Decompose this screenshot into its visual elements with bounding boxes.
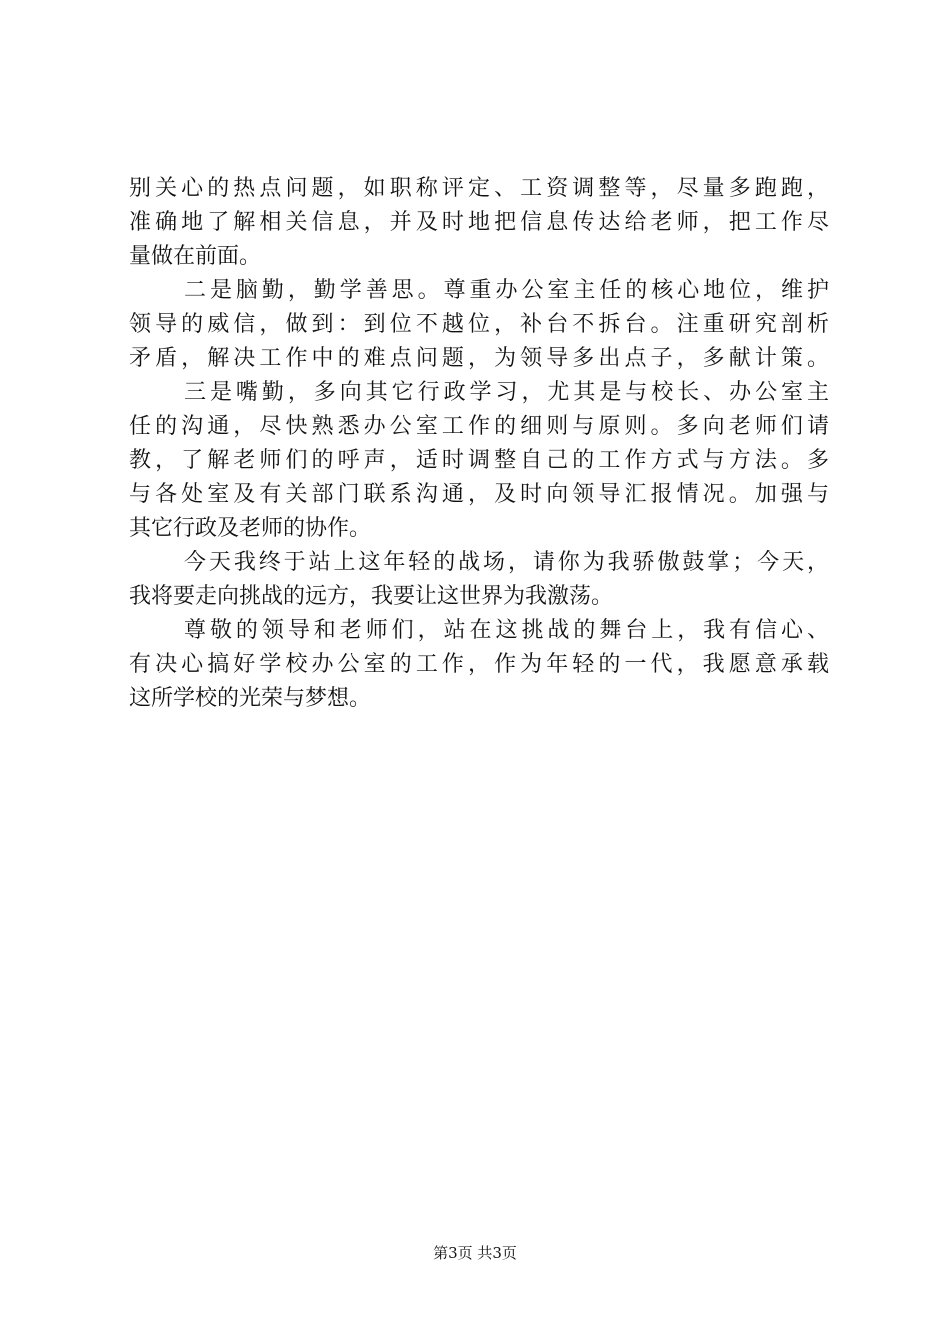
document-body bbox=[129, 172, 829, 716]
text-line: 与各处室及有关部门联系沟通，及时向领导汇报情况。加强与 bbox=[129, 482, 829, 507]
text-line: 今天我终于站上这年轻的战场，请你为我骄傲鼓掌；今天， bbox=[184, 550, 829, 575]
paragraph bbox=[129, 546, 829, 614]
page-number-footer: 第3页 共3页 bbox=[433, 1244, 517, 1262]
text-line: 矛盾，解决工作中的难点问题，为领导多出点子，多献计策。 bbox=[129, 346, 829, 371]
text-line: 尊敬的领导和老师们，站在这挑战的舞台上，我有信心、 bbox=[184, 618, 829, 643]
text-line: 我将要走向挑战的远方，我要让这世界为我激荡。 bbox=[129, 584, 614, 609]
paragraph bbox=[129, 172, 829, 274]
paragraph bbox=[129, 614, 829, 716]
text-line: 有决心搞好学校办公室的工作，作为年轻的一代，我愿意承载 bbox=[129, 652, 829, 677]
text-line: 任的沟通，尽快熟悉办公室工作的细则与原则。多向老师们请 bbox=[129, 414, 829, 439]
paragraph bbox=[129, 274, 829, 376]
text-line: 别关心的热点问题，如职称评定、工资调整等，尽量多跑跑， bbox=[129, 176, 829, 201]
text-line: 准确地了解相关信息，并及时地把信息传达给老师，把工作尽 bbox=[129, 210, 829, 235]
text-line: 二是脑勤，勤学善思。尊重办公室主任的核心地位，维护 bbox=[184, 278, 829, 303]
text-line: 领导的威信，做到：到位不越位，补台不拆台。注重研究剖析 bbox=[129, 312, 829, 337]
text-line: 这所学校的光荣与梦想。 bbox=[129, 686, 372, 711]
text-line: 三是嘴勤，多向其它行政学习，尤其是与校长、办公室主 bbox=[184, 380, 829, 405]
text-line: 其它行政及老师的协作。 bbox=[129, 516, 372, 541]
text-line: 量做在前面。 bbox=[129, 244, 262, 269]
paragraph bbox=[129, 376, 829, 546]
text-line: 教，了解老师们的呼声，适时调整自己的工作方式与方法。多 bbox=[129, 448, 829, 473]
